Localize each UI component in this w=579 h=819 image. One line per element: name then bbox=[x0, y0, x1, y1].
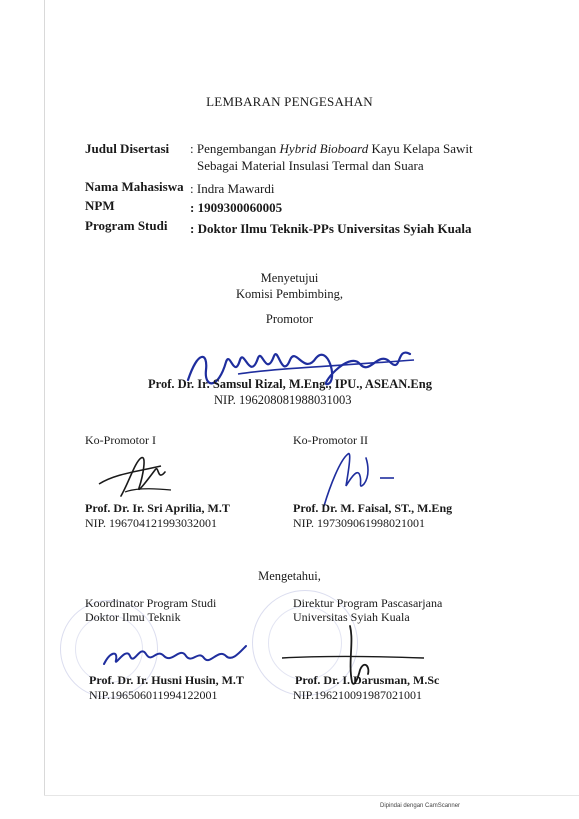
judul-line2: Sebagai Material Insulasi Termal dan Suara bbox=[197, 158, 424, 173]
judul-rest: Kayu Kelapa Sawit bbox=[371, 141, 473, 156]
koordinator-name: Prof. Dr. Ir. Husni Husin, M.T bbox=[89, 673, 244, 687]
kopromotor2-role: Ko-Promotor II bbox=[293, 433, 368, 447]
direktur-role-line2: Universitas Syiah Kuala bbox=[293, 610, 410, 624]
prodi-label: Program Studi bbox=[85, 218, 168, 233]
page-title: LEMBARAN PENGESAHAN bbox=[206, 94, 373, 109]
koordinator-role-line2: Doktor Ilmu Teknik bbox=[85, 610, 181, 624]
nama-label: Nama Mahasiswa bbox=[85, 179, 184, 194]
direktur-nip: NIP.196210091987021001 bbox=[293, 688, 423, 702]
promotor-role: Promotor bbox=[265, 312, 314, 326]
prodi-value: : Doktor Ilmu Teknik-PPs Universitas Syiah Kuala bbox=[190, 221, 472, 236]
kopromotor2-name: Prof. Dr. M. Faisal, ST., M.Eng bbox=[293, 501, 453, 515]
promotor-name: Prof. Dr. Ir. Samsul Rizal, M.Eng., IPU., ASEAN.Eng bbox=[148, 377, 432, 391]
camscanner-footer: Dipindai dengan CamScanner bbox=[380, 803, 461, 809]
kopromotor1-signature bbox=[95, 452, 175, 502]
known-label: Mengetahui, bbox=[258, 569, 321, 583]
kopromotor1-role: Ko-Promotor I bbox=[85, 433, 156, 447]
scan-bottom-edge bbox=[44, 795, 579, 796]
koordinator-role-line1: Koordinator Program Studi bbox=[85, 596, 217, 610]
approval-line1: Menyetujui bbox=[260, 271, 319, 285]
scan-edge-line bbox=[44, 0, 45, 795]
judul-label: Judul Disertasi bbox=[85, 141, 170, 156]
kopromotor2-nip: NIP. 197309061998021001 bbox=[293, 516, 426, 530]
npm-label: NPM bbox=[85, 198, 115, 213]
koordinator-nip: NIP.196506011994122001 bbox=[89, 688, 218, 702]
kopromotor1-name: Prof. Dr. Ir. Sri Aprilia, M.T bbox=[85, 501, 230, 515]
nama-value: : Indra Mawardi bbox=[190, 181, 275, 196]
approval-line2: Komisi Pembimbing, bbox=[236, 287, 343, 301]
judul-prefix: : Pengembangan bbox=[190, 141, 277, 156]
judul-value bbox=[190, 141, 473, 157]
koordinator-signature bbox=[100, 638, 250, 674]
direktur-name: Prof. Dr. I. Darusman, M.Sc bbox=[295, 673, 440, 687]
judul-italic: Hybrid Bioboard bbox=[279, 141, 369, 156]
promotor-nip: NIP. 196208081988031003 bbox=[214, 393, 352, 407]
direktur-role-line1: Direktur Program Pascasarjana bbox=[293, 596, 443, 610]
kopromotor1-nip: NIP. 196704121993032001 bbox=[85, 516, 218, 530]
npm-value: : 1909300060005 bbox=[190, 200, 283, 215]
